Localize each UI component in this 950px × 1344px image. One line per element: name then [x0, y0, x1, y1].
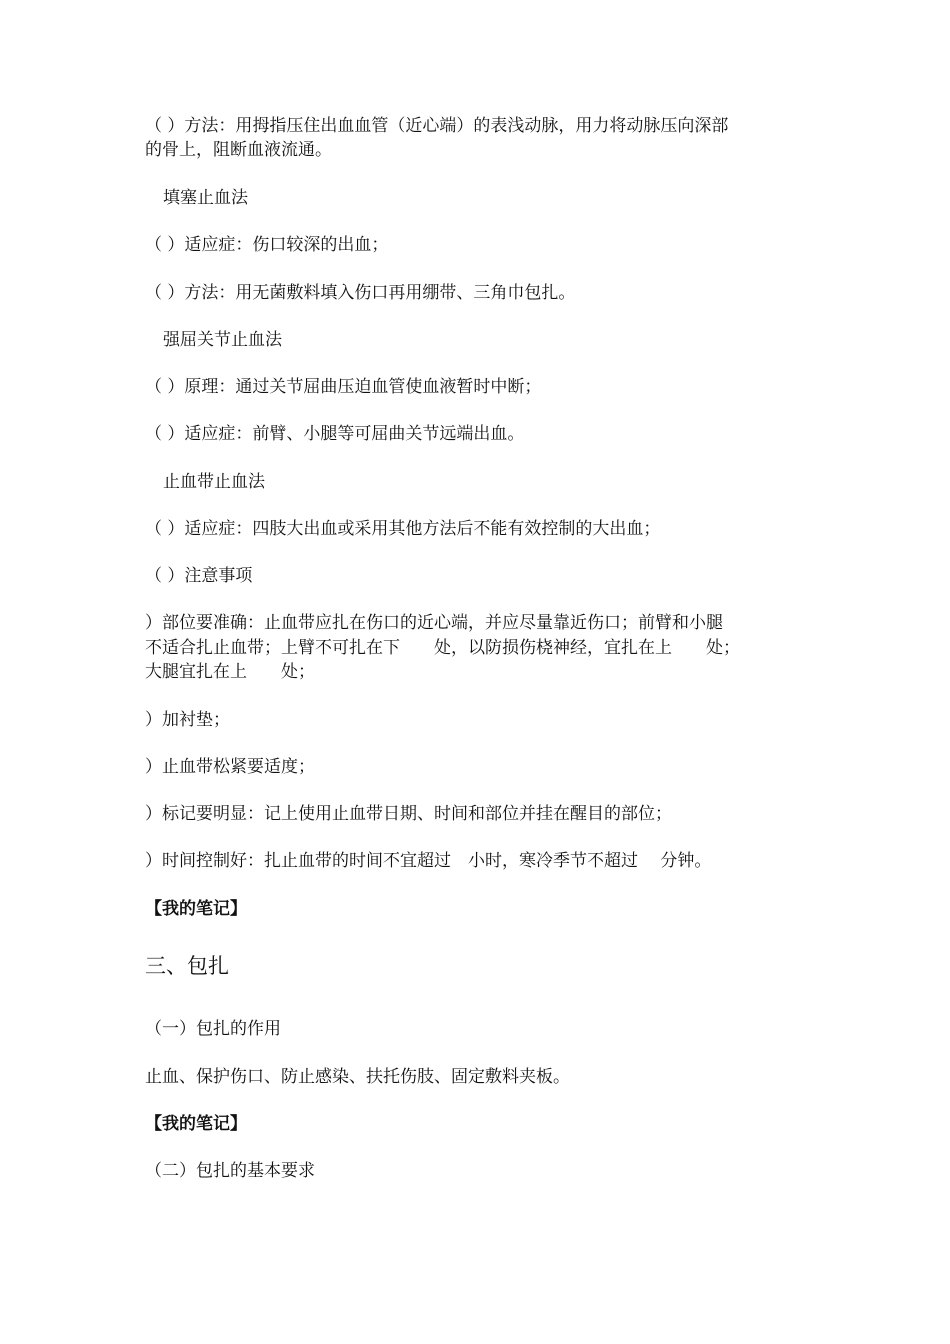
- text-line-tightness: ）止血带松紧要适度；: [145, 757, 315, 777]
- subheading-tourniquet-hemostasis: 止血带止血法: [163, 472, 265, 492]
- text-line-packing-method: （ ）方法：用无菌敷料填入伤口再用绷带、三角巾包扎。: [145, 283, 576, 303]
- text-line-position-accurate-cont1: 不适合扎止血带；上臂不可扎在下 处，以防损伤桡神经，宜扎在上 处；: [145, 638, 740, 658]
- my-notes-label: 【我的笔记】: [145, 1114, 247, 1134]
- text-line-packing-indication: （ ）适应症：伤口较深的出血；: [145, 235, 389, 255]
- text-line-position-accurate-cont2: 大腿宜扎在上 处；: [145, 662, 315, 682]
- section-title-bandaging: 三、包扎: [145, 954, 229, 978]
- text-line-method-pressure: （ ）方法：用拇指压住出血血管（近心端）的表浅动脉，用力将动脉压向深部: [145, 116, 729, 136]
- subsection-bandaging-purpose: （一）包扎的作用: [145, 1019, 281, 1039]
- text-line-time-control: ）时间控制好：扎止血带的时间不宜超过 小时，寒冷季节不超过 分钟。: [145, 851, 712, 871]
- text-line-flexion-principle: （ ）原理：通过关节屈曲压迫血管使血液暂时中断；: [145, 377, 542, 397]
- subheading-joint-flexion-hemostasis: 强屈关节止血法: [163, 330, 282, 350]
- subsection-bandaging-requirements: （二）包扎的基本要求: [145, 1161, 315, 1181]
- text-line-add-padding: ）加衬垫；: [145, 710, 230, 730]
- text-line-flexion-indication: （ ）适应症：前臂、小腿等可屈曲关节远端出血。: [145, 424, 525, 444]
- text-line-marking: ）标记要明显：记上使用止血带日期、时间和部位并挂在醒目的部位；: [145, 804, 672, 824]
- subheading-packing-hemostasis: 填塞止血法: [163, 188, 248, 208]
- text-line-tourniquet-indication: （ ）适应症：四肢大出血或采用其他方法后不能有效控制的大出血；: [145, 519, 661, 539]
- text-line-method-pressure-cont: 的骨上，阻断血液流通。: [145, 140, 332, 160]
- text-line-bandaging-purpose: 止血、保护伤口、防止感染、扶托伤肢、固定敷料夹板。: [145, 1067, 570, 1087]
- text-line-position-accurate: ）部位要准确：止血带应扎在伤口的近心端，并应尽量靠近伤口；前臂和小腿: [145, 613, 723, 633]
- text-line-tourniquet-notes: （ ）注意事项: [145, 566, 253, 586]
- my-notes-label: 【我的笔记】: [145, 899, 247, 919]
